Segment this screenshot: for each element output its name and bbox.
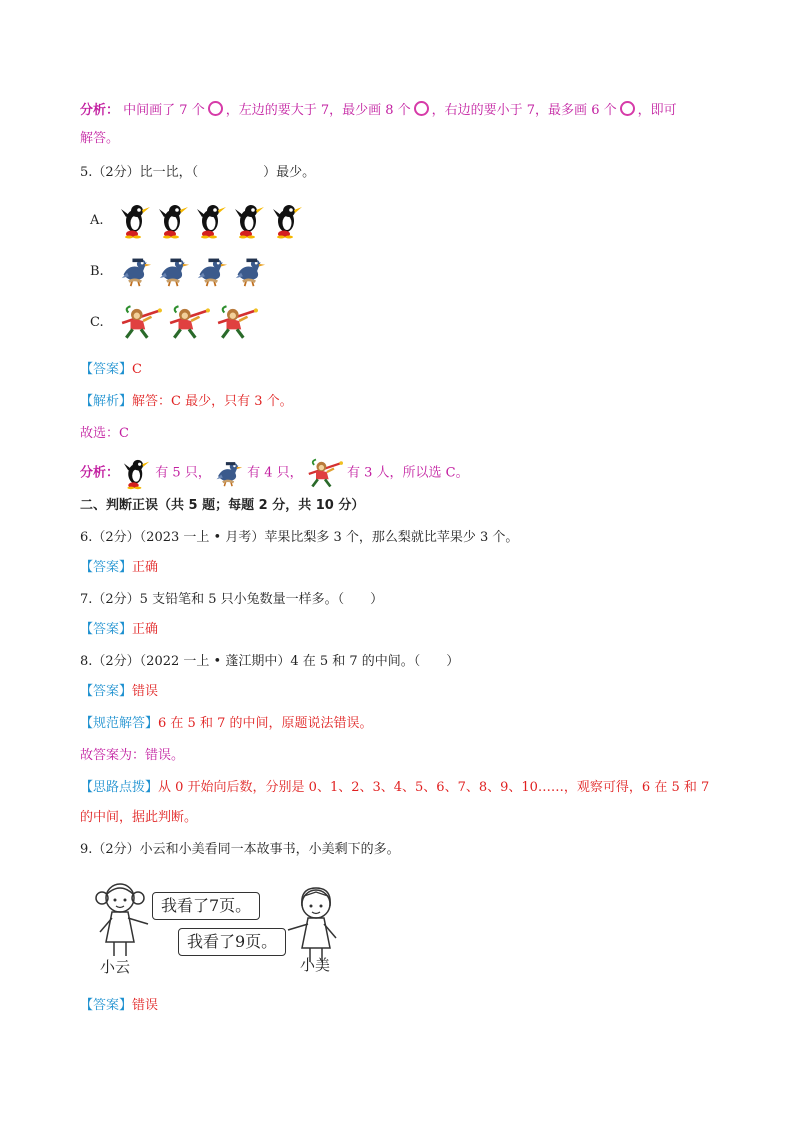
penguin-icon [234,201,266,239]
q7-stem: 7.（2分）5 支铅笔和 5 只小兔数量一样多。（ ） [80,592,384,607]
q5-stem: 5.（2分）比一比，（ ）最少。 [80,165,316,180]
label-xiaomei: 小美 [300,956,331,974]
q5-option-a: A. [90,201,304,239]
circle-icon [208,101,223,116]
q9-illustration [90,876,360,980]
circle-icon [620,101,635,116]
q9-answer: 【答案】错误 [80,998,159,1013]
q4-analysis-line2: 解答。 [80,131,120,146]
monkey-king-icon [307,456,343,490]
q8-hint: 【思路点拨】从 0 开始向后数，分别是 0、1、2、3、4、5、6、7、8、9、10……，观察可得，6 在 5 和 7 [80,780,710,795]
penguin-icon [272,201,304,239]
q6-answer: 【答案】正确 [80,560,159,575]
circle-icon [414,101,429,116]
q4-analysis-line1: 分析： 中间画了 7 个 ，左边的要大于 7，最少画 8 个 ，右边的要小于 7，最多画 6 个 ，即可 [80,103,677,118]
bird-icon [215,456,243,490]
q5-explanation: 【解析】解答：C 最少，只有 3 个。 [80,394,293,409]
q5-choice: 故选：C [80,426,129,441]
monkey-king-icon [168,303,210,341]
penguin-icon [196,201,228,239]
q5-option-b: B. [90,252,266,290]
q9-stem: 9.（2分）小云和小美看同一本故事书，小美剩下的多。 [80,842,400,857]
q8-hint-continued: 的中间，据此判断。 [80,810,198,825]
penguin-group [120,201,304,239]
bird-group [120,252,266,290]
q8-solution: 【规范解答】6 在 5 和 7 的中间，原题说法错误。 [80,716,373,731]
monkey-king-icon [120,303,162,341]
bird-icon [158,252,190,290]
q5-option-c: C. [90,303,258,341]
bird-icon [196,252,228,290]
q6-stem: 6.（2分）（2023 一上 • 月考）苹果比梨多 3 个，那么梨就比苹果少 3 个。 [80,530,519,545]
speech-bubble-xiaoyun: 我看了7页。 [152,892,260,920]
label-xiaoyun: 小云 [100,958,131,976]
penguin-icon [120,201,152,239]
q8-stem: 8.（2分）（2022 一上 • 蓬江期中）4 在 5 和 7 的中间。（ ） [80,654,460,669]
q7-answer: 【答案】正确 [80,622,159,637]
bird-icon [120,252,152,290]
q8-answer: 【答案】错误 [80,684,159,699]
girl-xiaoyun-icon [90,876,150,966]
monkey-king-group [120,303,258,341]
section-2-title: 二、判断正误（共 5 题；每题 2 分，共 10 分） [80,498,365,513]
q8-conclusion: 故答案为：错误。 [80,748,185,763]
speech-bubble-xiaomei: 我看了9页。 [178,928,286,956]
bird-icon [234,252,266,290]
penguin-icon [158,201,190,239]
monkey-king-icon [216,303,258,341]
q5-analysis: 分析： 有 5 只， 有 4 只， 有 3 人，所以选 C。 [80,456,469,490]
q5-answer: 【答案】C [80,362,142,377]
penguin-icon [123,456,151,490]
